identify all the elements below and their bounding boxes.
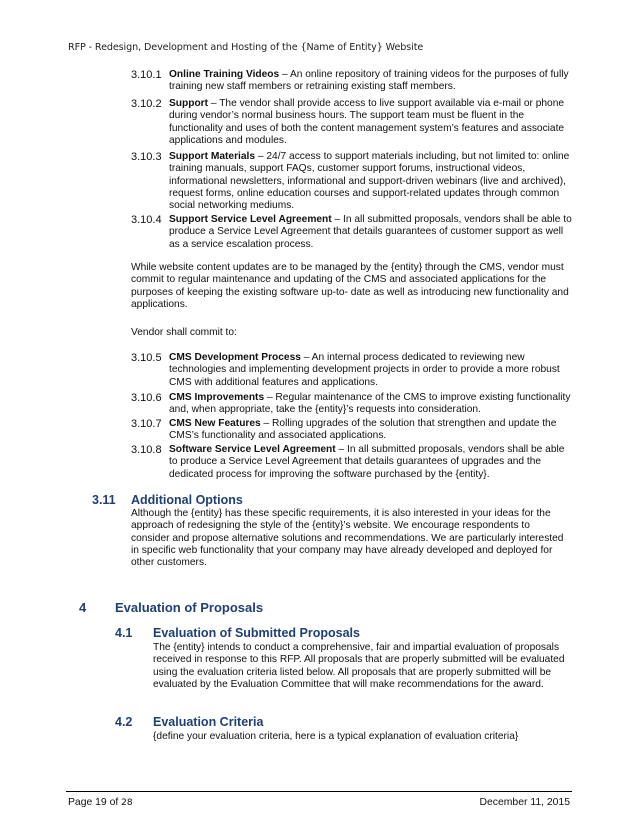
subsection-number: 3.10.5: [131, 352, 162, 364]
section-number-4: 4: [79, 600, 87, 615]
subsection-title: Support Service Level Agreement: [169, 214, 332, 225]
subsection-text: [169, 444, 574, 481]
section-title-3-11: Additional Options: [131, 493, 243, 507]
footer-divider: [66, 791, 572, 792]
subsection-body: – The vendor shall provide access to live support available via e-mail or phone during vendor’s normal business hours. The support team must be fluent in the functionality and uses of both the content management system’s features and associate applications and modules.: [169, 98, 565, 146]
subsection-number: 3.10.2: [131, 98, 162, 110]
section-body-4-2: {define your evaluation criteria, here is a typical explanation of evaluation criteria}: [153, 731, 519, 742]
subsection-title: CMS Development Process: [169, 352, 301, 363]
subsection-text: [169, 151, 574, 212]
subsection-body: – An online repository of training videos for the purposes of fully training new staff members or retraining existing staff members.: [169, 69, 569, 93]
subsection-title: Support Materials: [169, 151, 256, 162]
subsection-number: 3.10.3: [131, 151, 162, 163]
subsection-body: – An internal process dedicated to reviewing new technologies and implementing development projects in order to provide a more robust CMS with additional features and applications.: [169, 352, 560, 388]
section-body-3-11: Although the {entity} has these specific requirements, it is also interested in your ideas for the approach of redesigning the style of the {entity}’s website. We encourage respondents to consider and propose alternative solutions and recommendations. We are particularly interested in specific web functionality that your company may have already developed and deployed for other customers.: [131, 508, 564, 569]
subsection-text: [169, 418, 574, 443]
page-number: [68, 797, 133, 808]
subsection-number: 3.10.4: [131, 214, 162, 226]
page-number-prefix: Page 19 of: [68, 797, 122, 808]
section-title-4-1: Evaluation of Submitted Proposals: [153, 626, 360, 640]
section-body-4-1: The {entity} intends to conduct a comprehensive, fair and impartial evaluation of proposals received in response to this RFP. All proposals that are properly submitted will be evaluated using the evaluation criteria listed below. All proposals that are properly submitted will be evaluated by the Evaluation Committee that will make recommendations for the award.: [153, 642, 565, 690]
subsection-body: – In all submitted proposals, vendors shall be able to produce a Service Level Agreement that details guarantees of customer support as well as a service escalation process.: [169, 214, 572, 250]
subsection-text: [169, 98, 574, 147]
subsection-number: 3.10.7: [131, 418, 162, 430]
subsection-text: [169, 352, 574, 389]
subsection-text: [169, 214, 574, 251]
paragraph-cms-maintenance: While website content updates are to be managed by the {entity} through the CMS, vendor must commit to regular maintenance and updating of the CMS and associated applications for the purposes of keeping the existing software up-to- date as well as introducing new functionality and applications.: [131, 262, 569, 310]
subsection-title: Software Service Level Agreement: [169, 444, 336, 455]
subsection-body: – In all submitted proposals, vendors shall be able to produce a Service Level Agreement that details guarantees of upgrades and the dedicated process for improving the software purchased by the {entity}.: [169, 444, 565, 480]
subsection-number: 3.10.6: [131, 392, 162, 404]
section-number-3-11: 3.11: [92, 493, 116, 507]
section-title-4: Evaluation of Proposals: [115, 600, 264, 615]
page-header: RFP - Redesign, Development and Hosting of the {Name of Entity} Website: [68, 42, 424, 53]
subsection-title: Online Training Videos: [169, 69, 280, 80]
section-title-4-2: Evaluation Criteria: [153, 715, 264, 729]
subsection-text: [169, 69, 574, 94]
paragraph-vendor-commit: Vendor shall commit to:: [131, 327, 237, 338]
subsection-title: CMS New Features: [169, 418, 261, 429]
section-number-4-2: 4.2: [115, 715, 133, 729]
subsection-number: 3.10.1: [131, 69, 162, 81]
footer-date: December 11, 2015: [479, 797, 570, 808]
subsection-body: – Regular maintenance of the CMS to improve existing functionality and, when appropriate, take the {entity}’s requests into consideration.: [169, 392, 571, 416]
subsection-title: Support: [169, 98, 209, 109]
page-total: 28: [121, 798, 133, 808]
subsection-number: 3.10.8: [131, 444, 162, 456]
subsection-text: [169, 392, 574, 417]
subsection-body: – Rolling upgrades of the solution that strengthen and update the CMS’s functionality and associated applications.: [169, 418, 557, 442]
section-number-4-1: 4.1: [115, 626, 133, 640]
subsection-title: CMS Improvements: [169, 392, 265, 403]
subsection-body: – 24/7 access to support materials including, but not limited to: online training manuals, support FAQs, customer support forums, instructional videos, informational newsletters, informational and support-driven webinars (live and archived), request forms, online education courses and support-related updates through common social networking mediums.: [169, 151, 570, 212]
